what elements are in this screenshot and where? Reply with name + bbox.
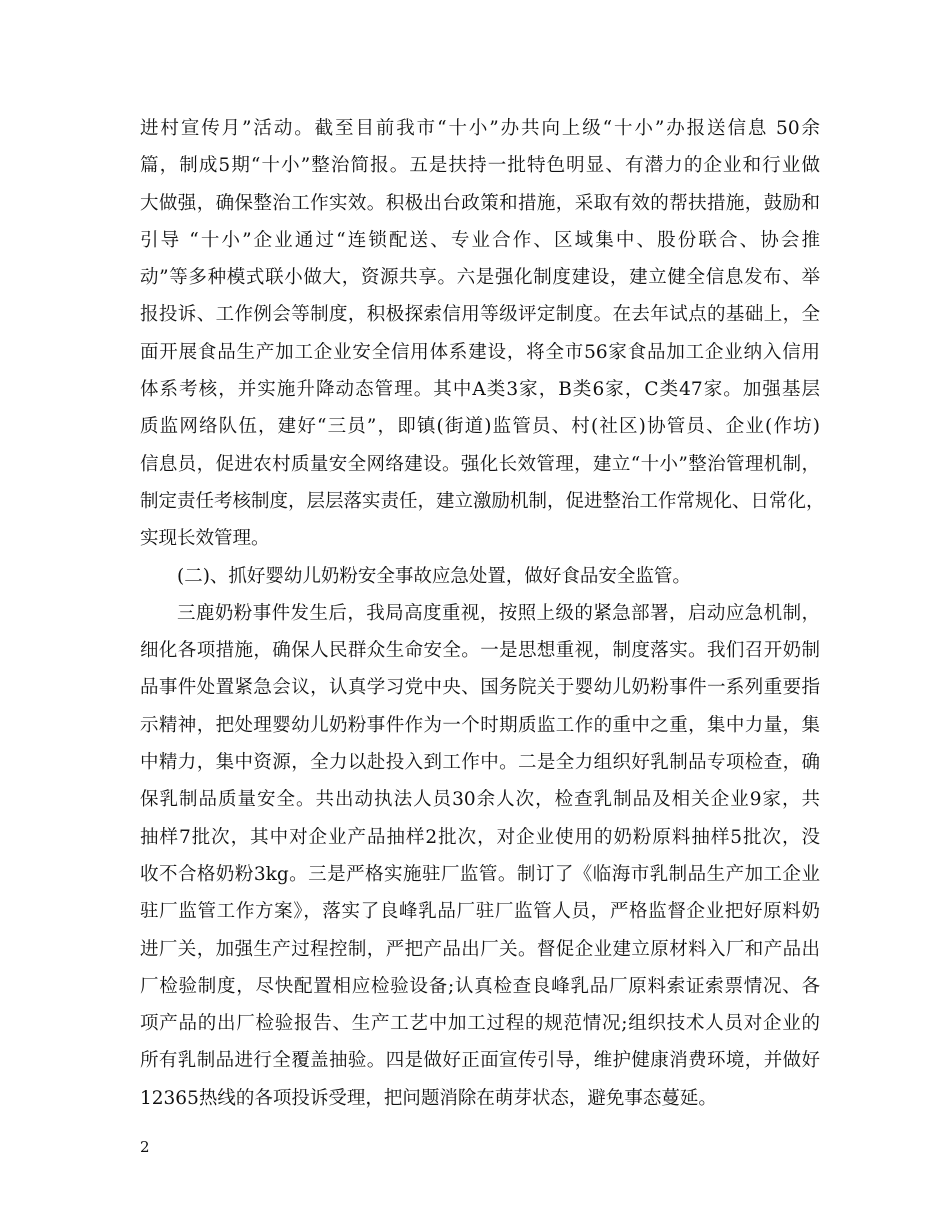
section-heading: (二)、抓好婴幼儿奶粉安全事故应急处置，做好食品安全监管。 [177, 565, 691, 587]
text-line: 信息员，促进农村质量安全网络建设。强化长效管理，建立“十小”整治管理机制， [140, 453, 820, 475]
text-line: 进厂关，加强生产过程控制，严把产品出厂关。督促企业建立原材料入厂和产品出 [140, 938, 820, 960]
text-line: 厂检验制度，尽快配置相应检验设备;认真检查良峰乳品厂原料索证索票情况、各 [140, 975, 820, 997]
text-line: 制定责任考核制度，层层落实责任，建立激励机制，促进整治工作常规化、日常化， [140, 490, 825, 512]
text-line: 细化各项措施，确保人民群众生命安全。一是思想重视，制度落实。我们召开奶制 [140, 640, 820, 662]
text-line: 报投诉、工作例会等制度，积极探索信用等级评定制度。在去年试点的基础上，全 [140, 304, 820, 326]
text-line: 12365热线的各项投诉受理，把问题消除在萌芽状态，避免事态蔓延。 [140, 1087, 717, 1109]
text-line: 质监网络队伍，建好“三员”，即镇(街道)监管员、村(社区)协管员、企业(作坊) [140, 416, 820, 438]
document-body [140, 110, 825, 1117]
text-line: 引导 “十小”企业通过“连锁配送、专业合作、区域集中、股份联合、协会推 [140, 229, 820, 251]
text-line: 所有乳制品进行全覆盖抽验。四是做好正面宣传引导，维护健康消费环境，并做好 [140, 1050, 820, 1072]
text-line: 进村宣传月”活动。截至目前我市“十小”办共向上级“十小”办报送信息 50余 [140, 118, 820, 139]
text-line: 大做强，确保整治工作实效。积极出台政策和措施，采取有效的帮扶措施，鼓励和 [140, 192, 820, 214]
text-line: 驻厂监管工作方案》，落实了良峰乳品厂驻厂监管人员，严格监督企业把好原料奶 [140, 901, 820, 923]
text-line: 品事件处置紧急会议，认真学习党中央、国务院关于婴幼儿奶粉事件一系列重要指 [140, 677, 820, 699]
text-line: 保乳制品质量安全。共出动执法人员30余人次，检查乳制品及相关企业9家，共 [140, 789, 820, 811]
text-line: 体系考核，并实施升降动态管理。其中A类3家，B类6家，C类47家。加强基层 [140, 379, 820, 401]
page-number: 2 [140, 1138, 150, 1156]
text-line: 动”等多种模式联小做大，资源共享。六是强化制度建设，建立健全信息发布、举 [140, 267, 820, 289]
text-line: 收不合格奶粉3kg。三是严格实施驻厂监管。制订了《临海市乳制品生产加工企业 [140, 863, 820, 885]
text-line: 抽样7批次，其中对企业产品抽样2批次，对企业使用的奶粉原料抽样5批次，没 [140, 826, 820, 848]
text-line: 面开展食品生产加工企业安全信用体系建设，将全市56家食品加工企业纳入信用 [140, 341, 820, 363]
text-line: 实现长效管理。 [140, 528, 270, 550]
text-line: 中精力，集中资源，全力以赴投入到工作中。二是全力组织好乳制品专项检查，确 [140, 752, 820, 774]
text-line: 篇，制成5期“十小”整治简报。五是扶持一批特色明显、有潜力的企业和行业做 [140, 155, 820, 177]
text-line: 示精神，把处理婴幼儿奶粉事件作为一个时期质监工作的重中之重，集中力量，集 [140, 714, 820, 736]
text-line: 项产品的出厂检验报告、生产工艺中加工过程的规范情况;组织技术人员对企业的 [140, 1013, 820, 1035]
text-line: 三鹿奶粉事件发生后，我局高度重视，按照上级的紧急部署，启动应急机制， [177, 602, 820, 624]
